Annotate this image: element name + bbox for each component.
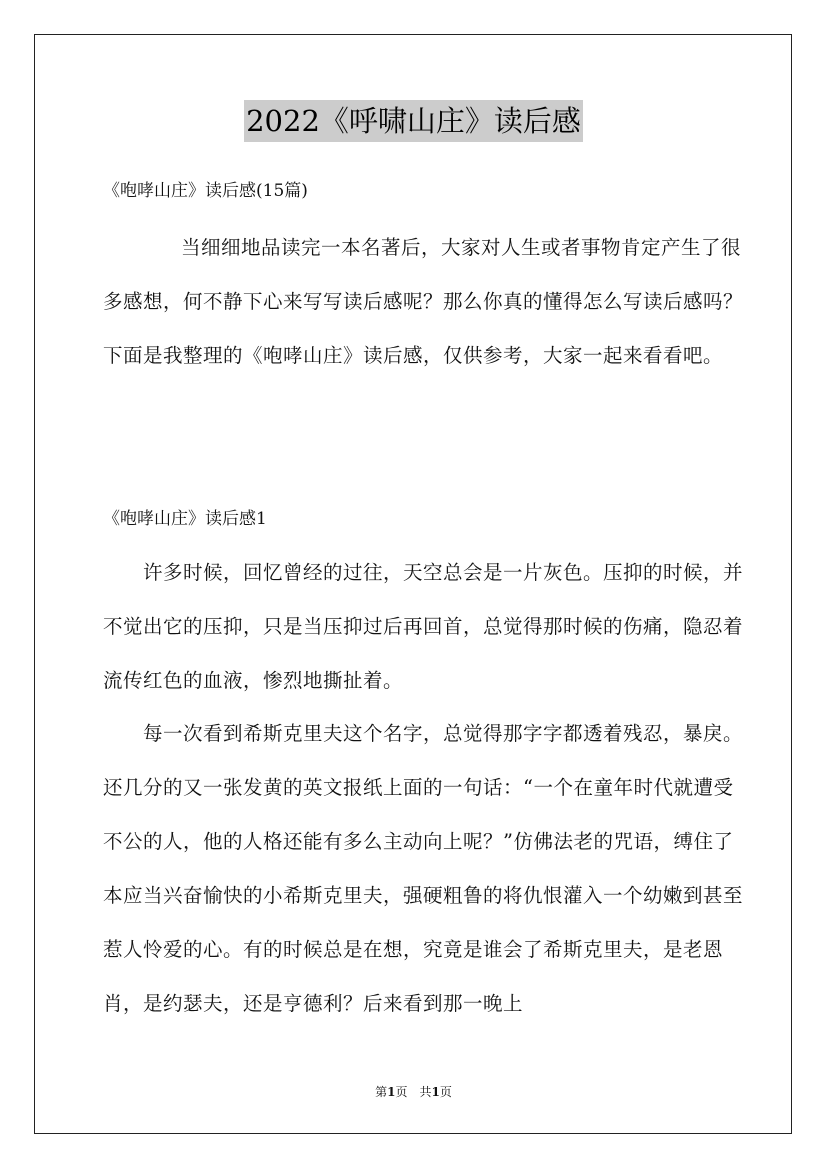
body-paragraph-1: 许多时候，回忆曾经的过往，天空总会是一片灰色。压抑的时候，并不觉出它的压抑，只是当压抑过后再回首，总觉得那时候的伤痛，隐忍着流传红色的血液，惨烈地撕扯着。 <box>103 561 744 692</box>
footer-suffix: 页 <box>439 1085 452 1099</box>
footer-mid: 页 共 <box>395 1085 432 1099</box>
footer-prefix: 第 <box>375 1085 388 1099</box>
section-heading: 《咆哮山庄》读后感1 <box>103 509 267 529</box>
title-container <box>0 100 827 142</box>
body-paragraph-2: 每一次看到希斯克里夫这个名字，总觉得那字字都透着残忍，暴戾。还几分的又一张发黄的英文报纸上面的一句话：“一个在童年时代就遭受不公的人，他的人格还能有多么主动向上呢？”仿佛法老的咒语，缚住了本应当兴奋愉快的小希斯克里夫，强硬粗鲁的将仇恨灌入一个幼嫩到甚至惹人怜爱的心。有的时候总是在想，究竟是谁会了希斯克里夫，是老恩肖，是约瑟夫，还是亨德利？后来看到那一晚上 <box>103 722 744 1015</box>
intro-paragraph: 当细细地品读完一本名著后，大家对人生或者事物肯定产生了很多感想，何不静下心来写写读后感呢？那么你真的懂得怎么写读后感吗？下面是我整理的《咆哮山庄》读后感，仅供参考，大家一起来看看吧。 <box>103 236 744 367</box>
document-subtitle: 《咆哮山庄》读后感(15篇) <box>103 181 308 201</box>
footer-page-current: 1 <box>387 1085 396 1099</box>
page-footer <box>0 1083 827 1101</box>
document-title: 2022《呼啸山庄》读后感 <box>244 100 583 142</box>
footer-page-total: 1 <box>431 1085 440 1099</box>
